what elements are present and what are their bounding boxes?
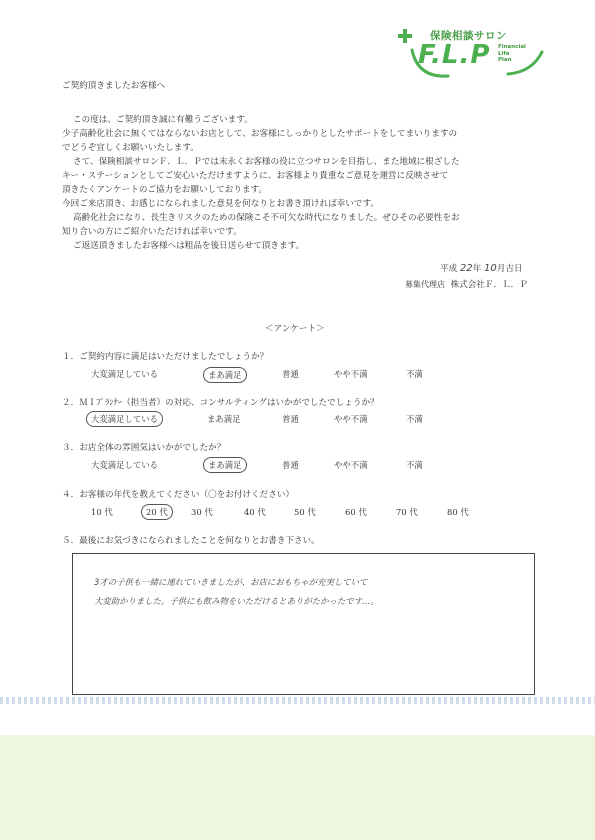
question-1: １．ご契約内容に満足はいただけましたでしょうか？: [62, 352, 269, 362]
q1-option[interactable]: 普通: [282, 369, 299, 379]
q4-option[interactable]: 80 代: [447, 507, 469, 517]
q4-option[interactable]: 40 代: [244, 507, 266, 517]
logo-swoosh-icon: [408, 44, 548, 80]
q3-option[interactable]: 普通: [282, 460, 299, 470]
salutation: ご契約頂きましたお客様へ: [62, 81, 166, 91]
q4-option[interactable]: 10 代: [91, 507, 113, 517]
letter-line: 今回ご来店頂き、お感じになられました意見を何なりとお書き頂ければ幸いです。: [62, 199, 379, 209]
letter-line: 少子高齢化社会に無くてはならないお店として、お客様にしっかりとしたサポートをしてまいりますの: [62, 129, 458, 139]
q2-option[interactable]: まあ満足: [207, 414, 241, 424]
survey-title: ＜アンケート＞: [265, 324, 325, 334]
letter-line: ご返送頂きましたお客様へは粗品を後日送らせて頂きます。: [73, 241, 305, 251]
question-5: ５．最後にお気づきになられましたことを何なりとお書き下さい。: [62, 536, 320, 546]
comment-line: 3才の子供も一緒に連れていきましたが、お店におもちゃが充実していて: [94, 577, 368, 587]
logo-name: F.L.P: [418, 40, 491, 70]
q1-option[interactable]: 不満: [406, 369, 423, 379]
q1-option[interactable]: やや不満: [334, 369, 368, 379]
date-year: 22: [459, 263, 473, 274]
letter-line: 知り合いの方にご紹介いただければ幸いです。: [62, 227, 242, 237]
q3-option[interactable]: 大変満足している: [91, 460, 158, 470]
date-month: 10: [484, 263, 497, 274]
letter-line: キー・ステーションとしてご安心いただけますように、お客様より貴重なご意見を運営に反映させて: [62, 171, 449, 181]
q3-option[interactable]: 不満: [406, 460, 423, 470]
q1-option[interactable]: 大変満足している: [91, 369, 158, 379]
page-divider: [0, 697, 595, 704]
letter-line: 頂きたくアンケートのご協力をお願いしております。: [62, 185, 268, 195]
comment-line: 大変助かりました。子供にも飲み物をいただけるとありがたかったです…。: [94, 596, 379, 606]
question-3: ３．お店全体の雰囲気はいかがでしたか？: [62, 443, 226, 453]
q2-option[interactable]: 不満: [406, 414, 423, 424]
q4-option[interactable]: 60 代: [345, 507, 367, 517]
logo-subtitle: Financial Life Plan: [498, 44, 526, 63]
question-4: ４．お客様の年代を教えてください（〇をお付けください）: [62, 490, 295, 500]
q4-option[interactable]: 50 代: [294, 507, 316, 517]
q4-option-selected[interactable]: 20 代: [141, 504, 173, 520]
plus-icon: [397, 28, 413, 44]
question-2: ２．ＭＩﾌﾟﾗﾝﾅｰ（担当者）の対応、コンサルティングはいかがでしたでしょうか？: [62, 398, 379, 408]
logo-tagline: 保険相談サロン: [430, 30, 507, 42]
free-comment-box[interactable]: [72, 553, 535, 695]
q1-option-selected[interactable]: まあ満足: [203, 367, 247, 383]
q3-option-selected[interactable]: まあ満足: [203, 457, 247, 473]
q4-option[interactable]: 70 代: [396, 507, 418, 517]
q4-option[interactable]: 30 代: [191, 507, 213, 517]
q2-option[interactable]: 普通: [282, 414, 299, 424]
letter-line: 高齢化社会になり、長生きリスクのための保険こそ不可欠な時代になりました。ぜひその必要性をお: [73, 213, 460, 223]
footer-band: [0, 735, 595, 840]
letter-line: この度は、ご契約頂き誠に有難うございます。: [73, 115, 253, 125]
letter-sender: 募集代理店 株式会社Ｆ．Ｌ．Ｐ: [405, 280, 528, 290]
q3-option[interactable]: やや不満: [334, 460, 368, 470]
q2-option-selected[interactable]: 大変満足している: [86, 411, 163, 427]
q2-option[interactable]: やや不満: [334, 414, 368, 424]
letter-line: さて、保険相談サロンＦ．Ｌ．Ｐでは末永くお客様の役に立つサロンを目指し、また地域に根ざした: [73, 157, 460, 167]
letter-date: 平成 22年 10月吉日: [440, 263, 523, 274]
letter-line: でどうぞ宜しくお願いいたします。: [62, 143, 199, 153]
